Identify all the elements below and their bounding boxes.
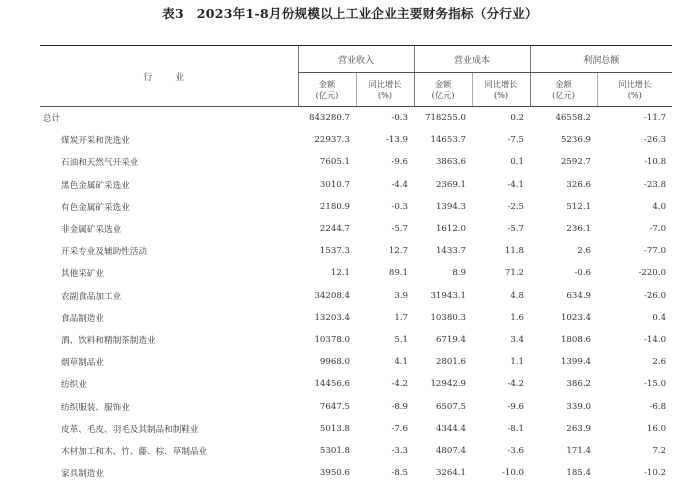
industry-column-header: 行 业 [40, 46, 298, 107]
profit-yoy-cell: -220.0 [597, 262, 672, 284]
cost-amount-cell: 4807.4 [414, 440, 472, 462]
revenue-yoy-cell: -3.3 [356, 440, 414, 462]
profit-yoy-cell: -26.3 [597, 129, 672, 151]
revenue-yoy-cell: -7.6 [356, 418, 414, 440]
revenue-amount-cell: 2180.9 [298, 196, 356, 218]
industry-name-cell: 开采专业及辅助性活动 [40, 240, 298, 262]
profit-yoy-cell: 0.4 [597, 307, 672, 329]
profit-yoy-cell: -10.8 [597, 151, 672, 173]
revenue-amount-cell: 14456.6 [298, 373, 356, 395]
cost-yoy-cell: 3.4 [472, 329, 530, 351]
table-row [40, 418, 672, 440]
profit-yoy-cell: -26.0 [597, 285, 672, 307]
table-row [40, 329, 672, 351]
industry-name-cell: 农副食品加工业 [40, 285, 298, 307]
industry-name-cell: 木材加工和木、竹、藤、棕、草制品业 [40, 440, 298, 462]
revenue-amount-cell: 7647.5 [298, 395, 356, 417]
table-row [40, 240, 672, 262]
profit-amount-cell: 339.0 [530, 395, 597, 417]
profit-yoy-cell: -11.7 [597, 107, 672, 130]
revenue-amount-header: 金额 (亿元) [298, 73, 356, 107]
table-row [40, 285, 672, 307]
profit-yoy-cell: -6.8 [597, 395, 672, 417]
profit-amount-cell: 236.1 [530, 218, 597, 240]
table-row [40, 307, 672, 329]
revenue-yoy-cell: -4.4 [356, 174, 414, 196]
profit-yoy-cell: 4.0 [597, 196, 672, 218]
cost-yoy-cell: -2.5 [472, 196, 530, 218]
industry-name-cell: 煤炭开采和洗选业 [40, 129, 298, 151]
profit-amount-cell: 171.4 [530, 440, 597, 462]
revenue-amount-cell: 3950.6 [298, 462, 356, 484]
profit-amount-cell: -0.6 [530, 262, 597, 284]
revenue-amount-cell: 9968.0 [298, 351, 356, 373]
cost-amount-header: 金额 (亿元) [414, 73, 472, 107]
cost-yoy-cell: -8.1 [472, 418, 530, 440]
revenue-yoy-header: 同比增长 (%) [356, 73, 414, 107]
revenue-yoy-cell: 3.9 [356, 285, 414, 307]
revenue-yoy-cell: -13.9 [356, 129, 414, 151]
cost-amount-cell: 3264.1 [414, 462, 472, 484]
cost-yoy-cell: 4.8 [472, 285, 530, 307]
cost-yoy-cell: -7.5 [472, 129, 530, 151]
table-row [40, 462, 672, 484]
industry-name-cell: 其他采矿业 [40, 262, 298, 284]
revenue-group-header: 营业收入 [298, 46, 414, 73]
industry-name-cell: 总计 [40, 107, 298, 130]
cost-amount-cell: 4344.4 [414, 418, 472, 440]
revenue-yoy-cell: -5.7 [356, 218, 414, 240]
industry-name-cell: 家具制造业 [40, 462, 298, 484]
revenue-amount-cell: 7605.1 [298, 151, 356, 173]
profit-group-header: 利润总额 [530, 46, 672, 73]
revenue-amount-cell: 13203.4 [298, 307, 356, 329]
cost-amount-cell: 1612.0 [414, 218, 472, 240]
profit-yoy-cell: -23.8 [597, 174, 672, 196]
profit-yoy-cell: -10.2 [597, 462, 672, 484]
table-row [40, 440, 672, 462]
cost-yoy-cell: 11.8 [472, 240, 530, 262]
industry-name-cell: 石油和天然气开采业 [40, 151, 298, 173]
table-row-total [40, 107, 672, 130]
financial-indicators-table [40, 45, 672, 484]
cost-yoy-cell: 1.6 [472, 307, 530, 329]
profit-yoy-cell: -15.0 [597, 373, 672, 395]
revenue-yoy-cell: -4.2 [356, 373, 414, 395]
cost-amount-cell: 12942.9 [414, 373, 472, 395]
revenue-yoy-cell: 12.7 [356, 240, 414, 262]
table-row [40, 174, 672, 196]
cost-amount-cell: 10380.3 [414, 307, 472, 329]
revenue-yoy-cell: 1.7 [356, 307, 414, 329]
profit-amount-header: 金额 (亿元) [530, 73, 597, 107]
industry-name-cell: 食品制造业 [40, 307, 298, 329]
cost-amount-cell: 8.9 [414, 262, 472, 284]
profit-amount-cell: 512.1 [530, 196, 597, 218]
table-title: 表3 2023年1-8月份规模以上工业企业主要财务指标（分行业） [0, 4, 700, 22]
cost-group-header: 营业成本 [414, 46, 530, 73]
profit-yoy-cell: -14.0 [597, 329, 672, 351]
cost-yoy-cell: 1.1 [472, 351, 530, 373]
revenue-amount-cell: 10378.0 [298, 329, 356, 351]
profit-amount-cell: 2.6 [530, 240, 597, 262]
cost-amount-cell: 31943.1 [414, 285, 472, 307]
profit-amount-cell: 46558.2 [530, 107, 597, 130]
cost-yoy-cell: 0.2 [472, 107, 530, 130]
cost-amount-cell: 2801.6 [414, 351, 472, 373]
revenue-yoy-cell: -8.5 [356, 462, 414, 484]
cost-amount-cell: 1394.3 [414, 196, 472, 218]
profit-amount-cell: 5236.9 [530, 129, 597, 151]
table-row [40, 129, 672, 151]
cost-yoy-cell: 71.2 [472, 262, 530, 284]
revenue-amount-cell: 5301.8 [298, 440, 356, 462]
profit-yoy-cell: 16.0 [597, 418, 672, 440]
profit-amount-cell: 2592.7 [530, 151, 597, 173]
cost-amount-cell: 2369.1 [414, 174, 472, 196]
cost-amount-cell: 1433.7 [414, 240, 472, 262]
revenue-amount-cell: 2244.7 [298, 218, 356, 240]
revenue-amount-cell: 843280.7 [298, 107, 356, 130]
industry-name-cell: 烟草制品业 [40, 351, 298, 373]
revenue-yoy-cell: -0.3 [356, 107, 414, 130]
cost-amount-cell: 3863.6 [414, 151, 472, 173]
industry-name-cell: 皮革、毛皮、羽毛及其制品和制鞋业 [40, 418, 298, 440]
industry-name-cell: 纺织业 [40, 373, 298, 395]
cost-yoy-cell: -3.6 [472, 440, 530, 462]
profit-amount-cell: 386.2 [530, 373, 597, 395]
revenue-amount-cell: 3010.7 [298, 174, 356, 196]
profit-yoy-header: 同比增长 (%) [597, 73, 672, 107]
table-row [40, 395, 672, 417]
cost-yoy-cell: -5.7 [472, 218, 530, 240]
cost-yoy-cell: -9.6 [472, 395, 530, 417]
revenue-amount-cell: 1537.3 [298, 240, 356, 262]
cost-yoy-cell: -4.1 [472, 174, 530, 196]
revenue-yoy-cell: 5.1 [356, 329, 414, 351]
revenue-amount-cell: 34208.4 [298, 285, 356, 307]
revenue-yoy-cell: 89.1 [356, 262, 414, 284]
profit-amount-cell: 263.9 [530, 418, 597, 440]
industry-name-cell: 纺织服装、服饰业 [40, 395, 298, 417]
table-row [40, 218, 672, 240]
profit-yoy-cell: -77.0 [597, 240, 672, 262]
industry-name-cell: 黑色金属矿采选业 [40, 174, 298, 196]
revenue-amount-cell: 5013.8 [298, 418, 356, 440]
table-row [40, 151, 672, 173]
table-body [40, 107, 672, 484]
profit-amount-cell: 1023.4 [530, 307, 597, 329]
profit-amount-cell: 634.9 [530, 285, 597, 307]
revenue-yoy-cell: -9.6 [356, 151, 414, 173]
cost-yoy-cell: 0.1 [472, 151, 530, 173]
revenue-yoy-cell: 4.1 [356, 351, 414, 373]
industry-name-cell: 有色金属矿采选业 [40, 196, 298, 218]
profit-amount-cell: 1808.6 [530, 329, 597, 351]
industry-name-cell: 酒、饮料和精制茶制造业 [40, 329, 298, 351]
cost-yoy-header: 同比增长 (%) [472, 73, 530, 107]
profit-yoy-cell: 2.6 [597, 351, 672, 373]
cost-yoy-cell: -10.0 [472, 462, 530, 484]
table-row [40, 373, 672, 395]
profit-amount-cell: 326.6 [530, 174, 597, 196]
table-row [40, 196, 672, 218]
cost-amount-cell: 6719.4 [414, 329, 472, 351]
revenue-amount-cell: 12.1 [298, 262, 356, 284]
revenue-yoy-cell: -8.9 [356, 395, 414, 417]
revenue-yoy-cell: -0.3 [356, 196, 414, 218]
profit-amount-cell: 185.4 [530, 462, 597, 484]
cost-yoy-cell: -4.2 [472, 373, 530, 395]
cost-amount-cell: 14653.7 [414, 129, 472, 151]
profit-amount-cell: 1399.4 [530, 351, 597, 373]
revenue-amount-cell: 22937.3 [298, 129, 356, 151]
cost-amount-cell: 6507.5 [414, 395, 472, 417]
table-row [40, 351, 672, 373]
cost-amount-cell: 718255.0 [414, 107, 472, 130]
industry-name-cell: 非金属矿采选业 [40, 218, 298, 240]
table-row [40, 262, 672, 284]
profit-yoy-cell: -7.0 [597, 218, 672, 240]
profit-yoy-cell: 7.2 [597, 440, 672, 462]
